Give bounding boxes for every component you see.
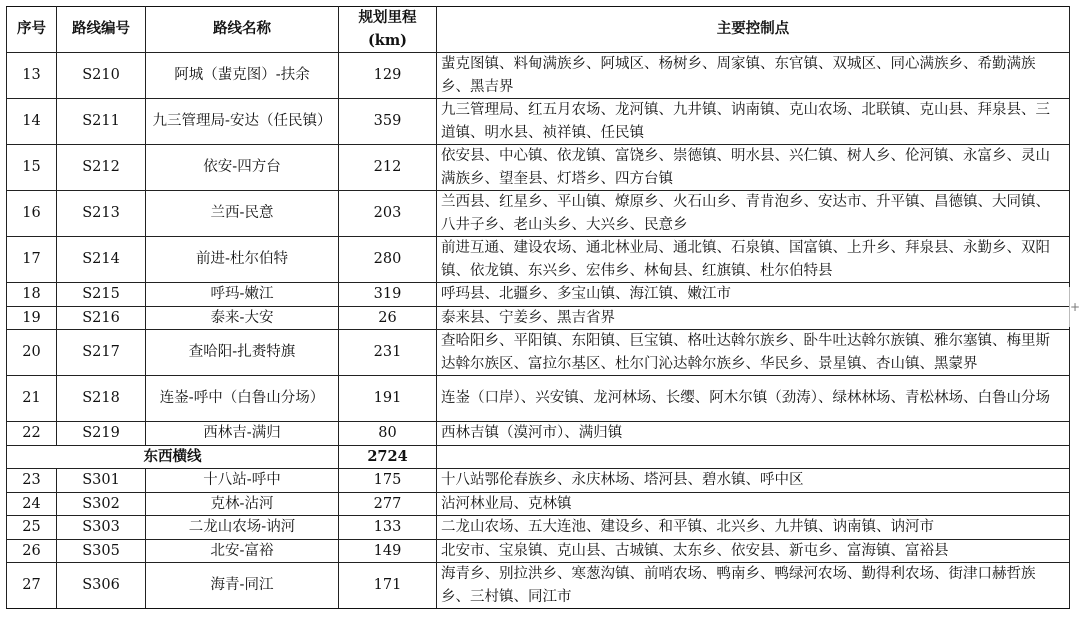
row-no: 20 bbox=[7, 330, 57, 376]
row-name: 依安-四方台 bbox=[146, 145, 339, 191]
header-control-points: 主要控制点 bbox=[437, 7, 1070, 53]
row-no: 18 bbox=[7, 283, 57, 307]
row-length: 319 bbox=[339, 283, 437, 307]
row-name: 连崟-呼中（白鲁山分场） bbox=[146, 376, 339, 422]
row-code: S213 bbox=[57, 191, 146, 237]
table-row bbox=[7, 145, 1070, 191]
row-length: 359 bbox=[339, 99, 437, 145]
row-length: 175 bbox=[339, 469, 437, 493]
row-control-points: 呼玛县、北疆乡、多宝山镇、海江镇、嫩江市 bbox=[437, 283, 1070, 307]
row-no: 17 bbox=[7, 237, 57, 283]
row-name: 西林吉-满归 bbox=[146, 422, 339, 446]
row-code: S210 bbox=[57, 53, 146, 99]
row-control-points: 十八站鄂伦春族乡、永庆林场、塔河县、碧水镇、呼中区 bbox=[437, 469, 1070, 493]
table-row bbox=[7, 376, 1070, 422]
row-no: 21 bbox=[7, 376, 57, 422]
row-code: S305 bbox=[57, 539, 146, 563]
row-length: 280 bbox=[339, 237, 437, 283]
row-control-points: 依安县、中心镇、依龙镇、富饶乡、崇德镇、明水县、兴仁镇、树人乡、伦河镇、永富乡、灵山满族乡、望奎县、灯塔乡、四方台镇 bbox=[437, 145, 1070, 191]
row-no: 23 bbox=[7, 469, 57, 493]
row-code: S301 bbox=[57, 469, 146, 493]
row-control-points: 前进互通、建设农场、通北林业局、通北镇、石泉镇、国富镇、上升乡、拜泉县、永勤乡、双阳镇、依龙镇、东兴乡、宏伟乡、林甸县、红旗镇、杜尔伯特县 bbox=[437, 237, 1070, 283]
row-name: 前进-杜尔伯特 bbox=[146, 237, 339, 283]
table-row bbox=[7, 563, 1070, 609]
row-name: 呼玛-嫩江 bbox=[146, 283, 339, 307]
row-code: S303 bbox=[57, 516, 146, 540]
route-table bbox=[6, 6, 1070, 609]
row-control-points: 泰来县、宁姜乡、黑吉省界 bbox=[437, 306, 1070, 330]
row-length: 231 bbox=[339, 330, 437, 376]
header-no: 序号 bbox=[7, 7, 57, 53]
row-length: 277 bbox=[339, 492, 437, 516]
row-no: 26 bbox=[7, 539, 57, 563]
row-control-points: 连崟（口岸）、兴安镇、龙河林场、长缨、阿木尔镇（劲涛）、绿林林场、青松林场、白鲁山分场 bbox=[437, 376, 1070, 422]
row-length: 80 bbox=[339, 422, 437, 446]
table-row bbox=[7, 99, 1070, 145]
row-code: S218 bbox=[57, 376, 146, 422]
row-length: 203 bbox=[339, 191, 437, 237]
table-row bbox=[7, 306, 1070, 330]
row-name: 查哈阳-扎赉特旗 bbox=[146, 330, 339, 376]
row-name: 兰西-民意 bbox=[146, 191, 339, 237]
row-code: S215 bbox=[57, 283, 146, 307]
row-control-points: 北安市、宝泉镇、克山县、古城镇、太东乡、依安县、新屯乡、富海镇、富裕县 bbox=[437, 539, 1070, 563]
row-length: 191 bbox=[339, 376, 437, 422]
table-header-row bbox=[7, 7, 1070, 53]
row-code: S214 bbox=[57, 237, 146, 283]
header-route-code: 路线编号 bbox=[57, 7, 146, 53]
row-length: 171 bbox=[339, 563, 437, 609]
row-code: S219 bbox=[57, 422, 146, 446]
row-code: S211 bbox=[57, 99, 146, 145]
table-row bbox=[7, 53, 1070, 99]
row-length: 129 bbox=[339, 53, 437, 99]
section-row-east-west bbox=[7, 445, 1070, 469]
table-row bbox=[7, 237, 1070, 283]
row-code: S302 bbox=[57, 492, 146, 516]
row-name: 克林-沾河 bbox=[146, 492, 339, 516]
row-name: 二龙山农场-讷河 bbox=[146, 516, 339, 540]
row-length: 133 bbox=[339, 516, 437, 540]
header-route-name: 路线名称 bbox=[146, 7, 339, 53]
row-length: 26 bbox=[339, 306, 437, 330]
row-control-points: 蜚克图镇、料甸满族乡、阿城区、杨树乡、周家镇、东官镇、双城区、同心满族乡、希勤满族乡、黑吉界 bbox=[437, 53, 1070, 99]
row-name: 十八站-呼中 bbox=[146, 469, 339, 493]
table-row bbox=[7, 283, 1070, 307]
section-label: 东西横线 bbox=[7, 445, 339, 469]
row-name: 泰来-大安 bbox=[146, 306, 339, 330]
table-row bbox=[7, 469, 1070, 493]
table-row bbox=[7, 539, 1070, 563]
row-code: S217 bbox=[57, 330, 146, 376]
row-control-points: 九三管理局、红五月农场、龙河镇、九井镇、讷南镇、克山农场、北联镇、克山县、拜泉县、三道镇、明水县、祯祥镇、任民镇 bbox=[437, 99, 1070, 145]
table-row bbox=[7, 492, 1070, 516]
row-no: 27 bbox=[7, 563, 57, 609]
table-row bbox=[7, 330, 1070, 376]
row-code: S212 bbox=[57, 145, 146, 191]
row-name: 阿城（蜚克图）-扶余 bbox=[146, 53, 339, 99]
row-no: 25 bbox=[7, 516, 57, 540]
row-no: 22 bbox=[7, 422, 57, 446]
row-control-points: 查哈阳乡、平阳镇、东阳镇、巨宝镇、格吐达斡尔族乡、卧牛吐达斡尔族镇、雅尔塞镇、梅里斯达斡尔族区、富拉尔基区、杜尔门沁达斡尔族乡、华民乡、景星镇、杏山镇、黑蒙界 bbox=[437, 330, 1070, 376]
row-code: S306 bbox=[57, 563, 146, 609]
row-control-points: 沾河林业局、克林镇 bbox=[437, 492, 1070, 516]
row-control-points: 西林吉镇（漠河市）、满归镇 bbox=[437, 422, 1070, 446]
row-control-points: 兰西县、红星乡、平山镇、燎原乡、火石山乡、青肯泡乡、安达市、升平镇、昌德镇、大同镇、八井子乡、老山头乡、大兴乡、民意乡 bbox=[437, 191, 1070, 237]
row-no: 13 bbox=[7, 53, 57, 99]
section-empty-cell bbox=[437, 445, 1070, 469]
row-no: 16 bbox=[7, 191, 57, 237]
side-scroll-handle[interactable]: + bbox=[1069, 287, 1080, 327]
row-control-points: 海青乡、别拉洪乡、寒葱沟镇、前哨农场、鸭南乡、鸭绿河农场、勤得利农场、街津口赫哲族乡、三村镇、同江市 bbox=[437, 563, 1070, 609]
table-row bbox=[7, 191, 1070, 237]
row-length: 212 bbox=[339, 145, 437, 191]
row-name: 九三管理局-安达（任民镇） bbox=[146, 99, 339, 145]
row-no: 14 bbox=[7, 99, 57, 145]
row-length: 149 bbox=[339, 539, 437, 563]
row-no: 24 bbox=[7, 492, 57, 516]
row-code: S216 bbox=[57, 306, 146, 330]
row-no: 19 bbox=[7, 306, 57, 330]
row-control-points: 二龙山农场、五大连池、建设乡、和平镇、北兴乡、九井镇、讷南镇、讷河市 bbox=[437, 516, 1070, 540]
row-no: 15 bbox=[7, 145, 57, 191]
row-name: 海青-同江 bbox=[146, 563, 339, 609]
table-row bbox=[7, 516, 1070, 540]
route-table-page bbox=[6, 6, 1069, 609]
header-planned-length: 规划里程(km) bbox=[339, 7, 437, 53]
table-row bbox=[7, 422, 1070, 446]
row-name: 北安-富裕 bbox=[146, 539, 339, 563]
section-total-length: 2724 bbox=[339, 445, 437, 469]
